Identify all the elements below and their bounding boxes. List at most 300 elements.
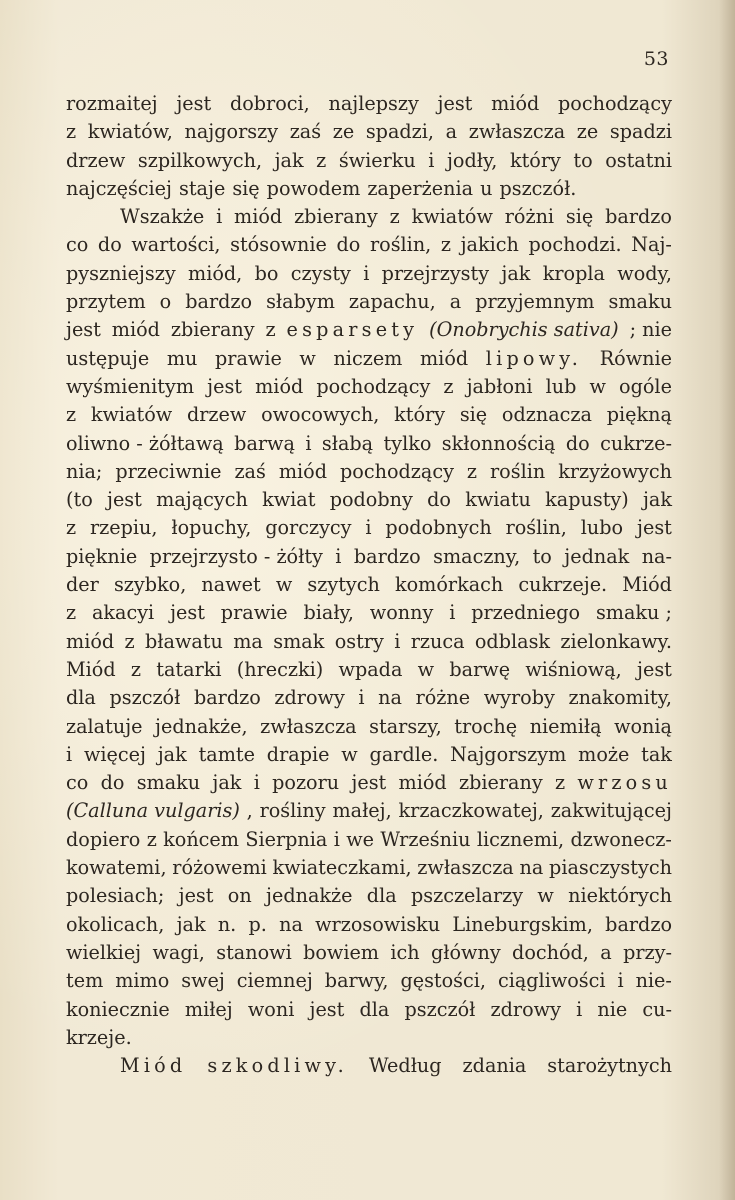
word: świerku: [338, 148, 416, 172]
word: der: [66, 573, 99, 597]
word: szpilkowych,: [137, 148, 263, 172]
word: najgorszy: [184, 120, 279, 144]
word: z: [66, 120, 77, 144]
word: na: [279, 912, 303, 936]
word: odznacza: [501, 403, 592, 427]
word: pochodzący: [558, 92, 672, 115]
word: z: [66, 516, 77, 540]
word: u: [480, 176, 493, 200]
word: niczem: [333, 346, 403, 370]
word: jednakże: [266, 884, 353, 908]
word: miód: [419, 346, 469, 370]
text-line: [66, 458, 672, 486]
word: piasczystych: [549, 856, 672, 880]
word: słabą: [321, 431, 374, 455]
word: zwłaszcza: [417, 856, 514, 880]
word: do: [97, 233, 122, 257]
word: (Onobrychis sativa): [429, 318, 619, 342]
word: Wszakże: [120, 205, 205, 229]
word: się: [565, 205, 594, 229]
word: przedniego: [471, 601, 581, 625]
text-line: [66, 713, 672, 741]
text-line: [66, 967, 672, 995]
text-line: [66, 430, 672, 458]
word: mimo: [115, 969, 170, 993]
word: miód: [66, 629, 115, 653]
word: zbierany: [294, 205, 378, 229]
word: (hreczki): [236, 657, 324, 681]
word: dochód,: [512, 940, 589, 964]
word: zaperżenia: [367, 176, 474, 200]
page-number: 53: [643, 48, 669, 70]
text-line: [66, 1024, 672, 1052]
word: przyjemnym: [475, 290, 595, 314]
word: bardzo: [353, 544, 421, 568]
page-edge-shadow: [719, 0, 735, 1200]
word: znakomity,: [568, 686, 672, 710]
word: kowatemi,: [66, 856, 167, 880]
word: i: [449, 601, 456, 625]
word: cukrze-: [600, 431, 672, 455]
word: barwą: [234, 431, 295, 455]
word: jest: [178, 884, 214, 908]
word: kwiatów: [411, 205, 493, 229]
text-line: [66, 288, 672, 316]
text-line: [66, 628, 672, 656]
word: prawie: [220, 601, 288, 625]
text-line: [66, 118, 672, 146]
text-line: [66, 882, 672, 910]
word: nia;: [66, 459, 103, 483]
text-line: [66, 769, 672, 797]
word: wrzosowisku: [315, 912, 441, 936]
word: zaś: [234, 459, 266, 483]
word: łopuchy,: [171, 516, 252, 540]
text-line: [66, 543, 672, 571]
word: tem: [66, 969, 104, 993]
word: cukrzeje.: [518, 573, 608, 597]
word: wonią: [614, 714, 672, 738]
word: małej,: [332, 799, 392, 823]
word: smaczny,: [433, 544, 521, 568]
word: do: [100, 771, 125, 795]
word: bardzo: [193, 686, 261, 710]
word: Naj-: [631, 233, 672, 257]
word: odblask: [474, 629, 551, 653]
word: barwy,: [324, 969, 389, 993]
word: kapusty): [545, 488, 629, 512]
word: do: [336, 233, 361, 257]
word: dopiero: [66, 827, 141, 851]
text-line: [66, 571, 672, 599]
word: jakich: [460, 233, 519, 257]
word: powodem: [266, 176, 361, 200]
word: i: [617, 969, 624, 993]
word: ze: [332, 120, 355, 144]
word: szkodliwy.: [207, 1054, 348, 1078]
word: roślin: [490, 459, 546, 483]
word: rzuca: [410, 629, 465, 653]
word: dobroci,: [229, 92, 310, 115]
word: różowemi: [172, 856, 267, 880]
word: z: [146, 827, 157, 851]
word: pszczół: [404, 997, 476, 1021]
word: wody,: [617, 261, 672, 285]
word: to: [532, 544, 552, 568]
word: do: [565, 431, 590, 455]
word: na: [519, 856, 544, 880]
word: Wrześniu: [380, 827, 471, 851]
word: i: [305, 431, 312, 455]
word: zbierany: [170, 318, 255, 342]
word: Miód: [66, 657, 116, 681]
word: stanowi: [216, 940, 292, 964]
word: dla: [66, 686, 96, 710]
word: bardzo: [185, 290, 253, 314]
word: jest: [207, 374, 243, 398]
text-line: [66, 203, 672, 231]
word: zakwitującej: [550, 799, 672, 823]
text-line: [66, 316, 672, 344]
text-line: [66, 684, 672, 712]
word: i: [335, 544, 342, 568]
text-line: [66, 401, 672, 429]
word: o: [159, 290, 172, 314]
word: i: [428, 148, 435, 172]
word: bo: [254, 261, 279, 285]
word: wartości,: [131, 233, 221, 257]
word: Równie: [599, 346, 672, 370]
word: z: [124, 629, 135, 653]
word: prawie: [215, 346, 282, 370]
text-line: [66, 996, 672, 1024]
word: to: [573, 148, 593, 172]
word: wielkiej: [66, 940, 142, 964]
word: co: [66, 771, 89, 795]
word: bardzo: [605, 912, 672, 936]
word: w: [275, 573, 293, 597]
word: pszczół: [109, 686, 181, 710]
word: pochodzący: [340, 459, 454, 483]
text-line: [66, 599, 672, 627]
word: który: [509, 148, 561, 172]
word: tak: [641, 742, 672, 766]
word: pięknie: [66, 544, 138, 568]
word: i: [363, 261, 370, 285]
word: oliwno - żółtawą: [66, 431, 224, 455]
word: lipowy.: [485, 346, 583, 370]
word: pszczelarzy: [410, 884, 524, 908]
word: gęstości,: [400, 969, 487, 993]
word: zielonkawy.: [560, 629, 672, 653]
word: podobnych: [385, 516, 492, 540]
word: i: [365, 516, 372, 540]
word: na: [378, 686, 402, 710]
word: w: [589, 374, 606, 398]
word: z: [443, 374, 454, 398]
word: smak: [273, 629, 325, 653]
word: przejrzysto - żółty: [149, 544, 323, 568]
word: drapie: [266, 742, 330, 766]
word: kwiat: [262, 488, 316, 512]
word: jak: [212, 771, 242, 795]
word: starszy,: [369, 714, 442, 738]
text-line: [66, 939, 672, 967]
word: roślin,: [369, 233, 432, 257]
word: pszczół.: [499, 176, 577, 200]
word: jest: [170, 601, 205, 625]
word: ostry: [334, 629, 384, 653]
word: kropla: [542, 261, 605, 285]
word: różni: [504, 205, 555, 229]
word: się: [459, 403, 488, 427]
word: tylko: [383, 431, 432, 455]
word: ; nie: [629, 318, 672, 342]
word: słabym: [266, 290, 335, 314]
word: kwiatu: [465, 488, 531, 512]
word: przytem: [66, 290, 146, 314]
word: przy-: [623, 940, 672, 964]
text-line: [66, 373, 672, 401]
word: i: [333, 827, 340, 851]
word: skłonnością: [441, 431, 556, 455]
word: zbierany: [458, 771, 543, 795]
word: może: [578, 742, 630, 766]
word: miód: [255, 374, 304, 398]
word: jabłoni: [466, 374, 533, 398]
word: wpada: [338, 657, 403, 681]
word: starożytnych: [547, 1054, 672, 1078]
word: kwiateczkami,: [272, 856, 412, 880]
word: bardzo: [605, 205, 672, 229]
word: roślin,: [505, 516, 567, 540]
word: ,: [246, 799, 253, 823]
word: miód: [278, 459, 328, 483]
word: rozmaitej: [66, 92, 158, 115]
word: spadzi: [609, 120, 672, 144]
word: co: [66, 233, 89, 257]
word: jest: [66, 318, 101, 342]
word: ogóle: [619, 374, 672, 398]
text-line: [66, 854, 672, 882]
word: Sierpnia: [245, 827, 328, 851]
word: dla: [366, 884, 397, 908]
word: jak: [176, 912, 206, 936]
word: więcej: [83, 742, 146, 766]
word: nie: [597, 997, 628, 1021]
word: końcem: [163, 827, 239, 851]
word: wrzosu: [577, 771, 672, 795]
word: esparsety: [286, 318, 419, 342]
word: ma: [233, 629, 263, 653]
text-line: [66, 175, 672, 203]
word: wonny: [369, 601, 434, 625]
word: i: [216, 205, 223, 229]
word: najlepszy: [328, 92, 419, 115]
word: zalatuje: [66, 714, 143, 738]
word: smaku: [608, 290, 672, 314]
word: z: [440, 233, 451, 257]
word: miłej: [184, 997, 233, 1021]
text-line: [66, 797, 672, 825]
word: tatarki: [156, 657, 222, 681]
word: główny: [430, 940, 501, 964]
word: biały,: [303, 601, 354, 625]
word: i: [358, 686, 365, 710]
word: krzeje.: [66, 1025, 132, 1049]
word: a: [445, 120, 458, 144]
body-text: [66, 90, 672, 1080]
text-line: [66, 231, 672, 259]
word: zapachu,: [348, 290, 436, 314]
word: drzew: [66, 148, 126, 172]
word: jak: [501, 261, 531, 285]
word: niemiłą: [529, 714, 602, 738]
word: pozoru: [272, 771, 340, 795]
word: jest: [309, 997, 345, 1021]
text-line: [66, 656, 672, 684]
word: jak: [642, 488, 672, 512]
word: komórkach: [394, 573, 504, 597]
word: z: [130, 657, 141, 681]
word: który: [394, 403, 446, 427]
word: akacyi: [91, 601, 155, 625]
word: tamte: [198, 742, 255, 766]
word: jest: [176, 92, 212, 115]
word: się: [232, 176, 260, 200]
word: ustępuje: [66, 346, 150, 370]
word: przeciwnie: [115, 459, 222, 483]
word: okolicach,: [66, 912, 165, 936]
word: miód: [491, 92, 540, 115]
word: woni: [247, 997, 295, 1021]
text-line: [66, 911, 672, 939]
word: z: [66, 601, 77, 625]
word: zwłaszcza: [468, 120, 566, 144]
word: zwłaszcza: [260, 714, 357, 738]
word: jodły,: [446, 148, 498, 172]
word: ciągliwości: [497, 969, 606, 993]
word: gardle.: [369, 742, 439, 766]
text-line: [66, 147, 672, 175]
word: drzew: [186, 403, 247, 427]
word: na-: [641, 544, 672, 568]
word: cu-: [642, 997, 672, 1021]
word: miód: [234, 205, 283, 229]
word: jest: [637, 516, 672, 540]
word: rzepiu,: [90, 516, 158, 540]
word: pochodzi.: [528, 233, 622, 257]
word: z: [66, 403, 77, 427]
word: rośliny: [259, 799, 326, 823]
word: zdrowy: [274, 686, 345, 710]
word: Najgorszym: [450, 742, 567, 766]
word: jest: [437, 92, 473, 115]
word: krzaczkowatej,: [398, 799, 544, 823]
word: smaku ;: [595, 601, 672, 625]
word: ostatni: [605, 148, 672, 172]
word: pochodzący: [316, 374, 431, 398]
word: z: [316, 148, 327, 172]
word: szybko,: [113, 573, 187, 597]
text-line: [66, 260, 672, 288]
text-line: [66, 514, 672, 542]
word: n.: [217, 912, 237, 936]
word: jak: [157, 742, 187, 766]
word: zdania: [462, 1054, 527, 1078]
word: staje: [179, 176, 226, 200]
word: z: [466, 459, 478, 483]
word: wyroby: [483, 686, 555, 710]
text-line: [66, 741, 672, 769]
word: zdrowy: [490, 997, 561, 1021]
word: kwiatów: [90, 403, 173, 427]
word: z: [389, 205, 400, 229]
word: w: [537, 884, 554, 908]
word: barwę: [449, 657, 511, 681]
word: Miód: [622, 573, 672, 597]
word: licznemi,: [476, 827, 565, 851]
word: ze: [576, 120, 599, 144]
word: dzwonecz-: [570, 827, 672, 851]
word: najczęściej: [66, 176, 172, 200]
text-line: [66, 826, 672, 854]
word: koniecznie: [66, 997, 170, 1021]
word: jest: [351, 771, 387, 795]
word: podobny: [329, 488, 413, 512]
word: Miód: [120, 1054, 187, 1078]
word: gorczycy: [265, 516, 352, 540]
word: z: [265, 318, 276, 342]
word: przejrzysty: [381, 261, 490, 285]
word: czysty: [290, 261, 351, 285]
word: ich: [390, 940, 420, 964]
word: pyszniejszy: [66, 261, 176, 285]
word: Według: [368, 1054, 442, 1078]
word: on: [227, 884, 252, 908]
word: miód,: [188, 261, 243, 285]
word: i: [576, 997, 583, 1021]
text-line: [66, 90, 672, 118]
word: trochę: [454, 714, 518, 738]
word: kwiatów,: [87, 120, 173, 144]
word: nawet: [201, 573, 261, 597]
text-line: [66, 1052, 672, 1080]
word: jednakże,: [155, 714, 248, 738]
word: i: [394, 629, 401, 653]
text-line: [66, 345, 672, 373]
word: miód: [111, 318, 160, 342]
word: smaku: [136, 771, 201, 795]
word: w: [299, 346, 316, 370]
word: ciemnej: [236, 969, 313, 993]
word: piękną: [606, 403, 672, 427]
word: lubo: [580, 516, 624, 540]
word: w: [341, 742, 358, 766]
word: a: [449, 290, 462, 314]
word: miód: [398, 771, 447, 795]
word: z: [554, 771, 566, 795]
word: dla: [359, 997, 390, 1021]
word: spadzi,: [365, 120, 435, 144]
word: zaś: [289, 120, 322, 144]
word: krzyżowych: [558, 459, 672, 483]
word: szytych: [307, 573, 380, 597]
text-line: [66, 486, 672, 514]
word: wiśniową,: [525, 657, 622, 681]
word: i: [253, 771, 260, 795]
word: lub: [545, 374, 577, 398]
